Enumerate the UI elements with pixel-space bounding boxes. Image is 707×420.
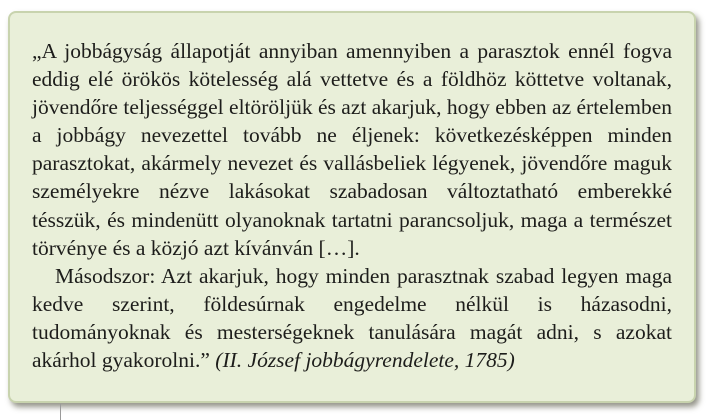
quote-box xyxy=(8,11,696,403)
quote-paragraph-2 xyxy=(32,262,672,374)
quote-source: (II. József jobbágyrendelete, 1785) xyxy=(215,348,515,373)
quote-paragraph-1: „A jobbágyság állapotját annyiban amennyiben a parasztok ennél fogva eddig elé örökös kötelesség alá vettetve és a földhöz köttetve voltanak, jövendőre teljességgel eltöröljük és azt akarjuk, hogy ebben az értelemben a jobbágy nevezettel tovább ne éljenek: következésképpen minden parasztokat, akármely nevezet és vallásbeliek légyenek, jövendőre maguk személyekre nézve lakásokat szabadosan változtatható emberekké tésszük, és mindenütt olyanoknak tartatni parancsoljuk, maga a természet törvénye és a közjó azt kívánván […]. xyxy=(32,39,672,260)
quote-text xyxy=(32,37,672,374)
margin-line xyxy=(60,404,61,420)
quote-paragraph-2-text: Másodszor: Azt akarjuk, hogy minden parasztnak szabad legyen maga kedve szerint, földesúrnak engedelme nélkül is házasodni, tudományoknak és mesterségeknek tanulására magát adni, s azokat akárhol gyakorolni.” xyxy=(32,263,672,373)
